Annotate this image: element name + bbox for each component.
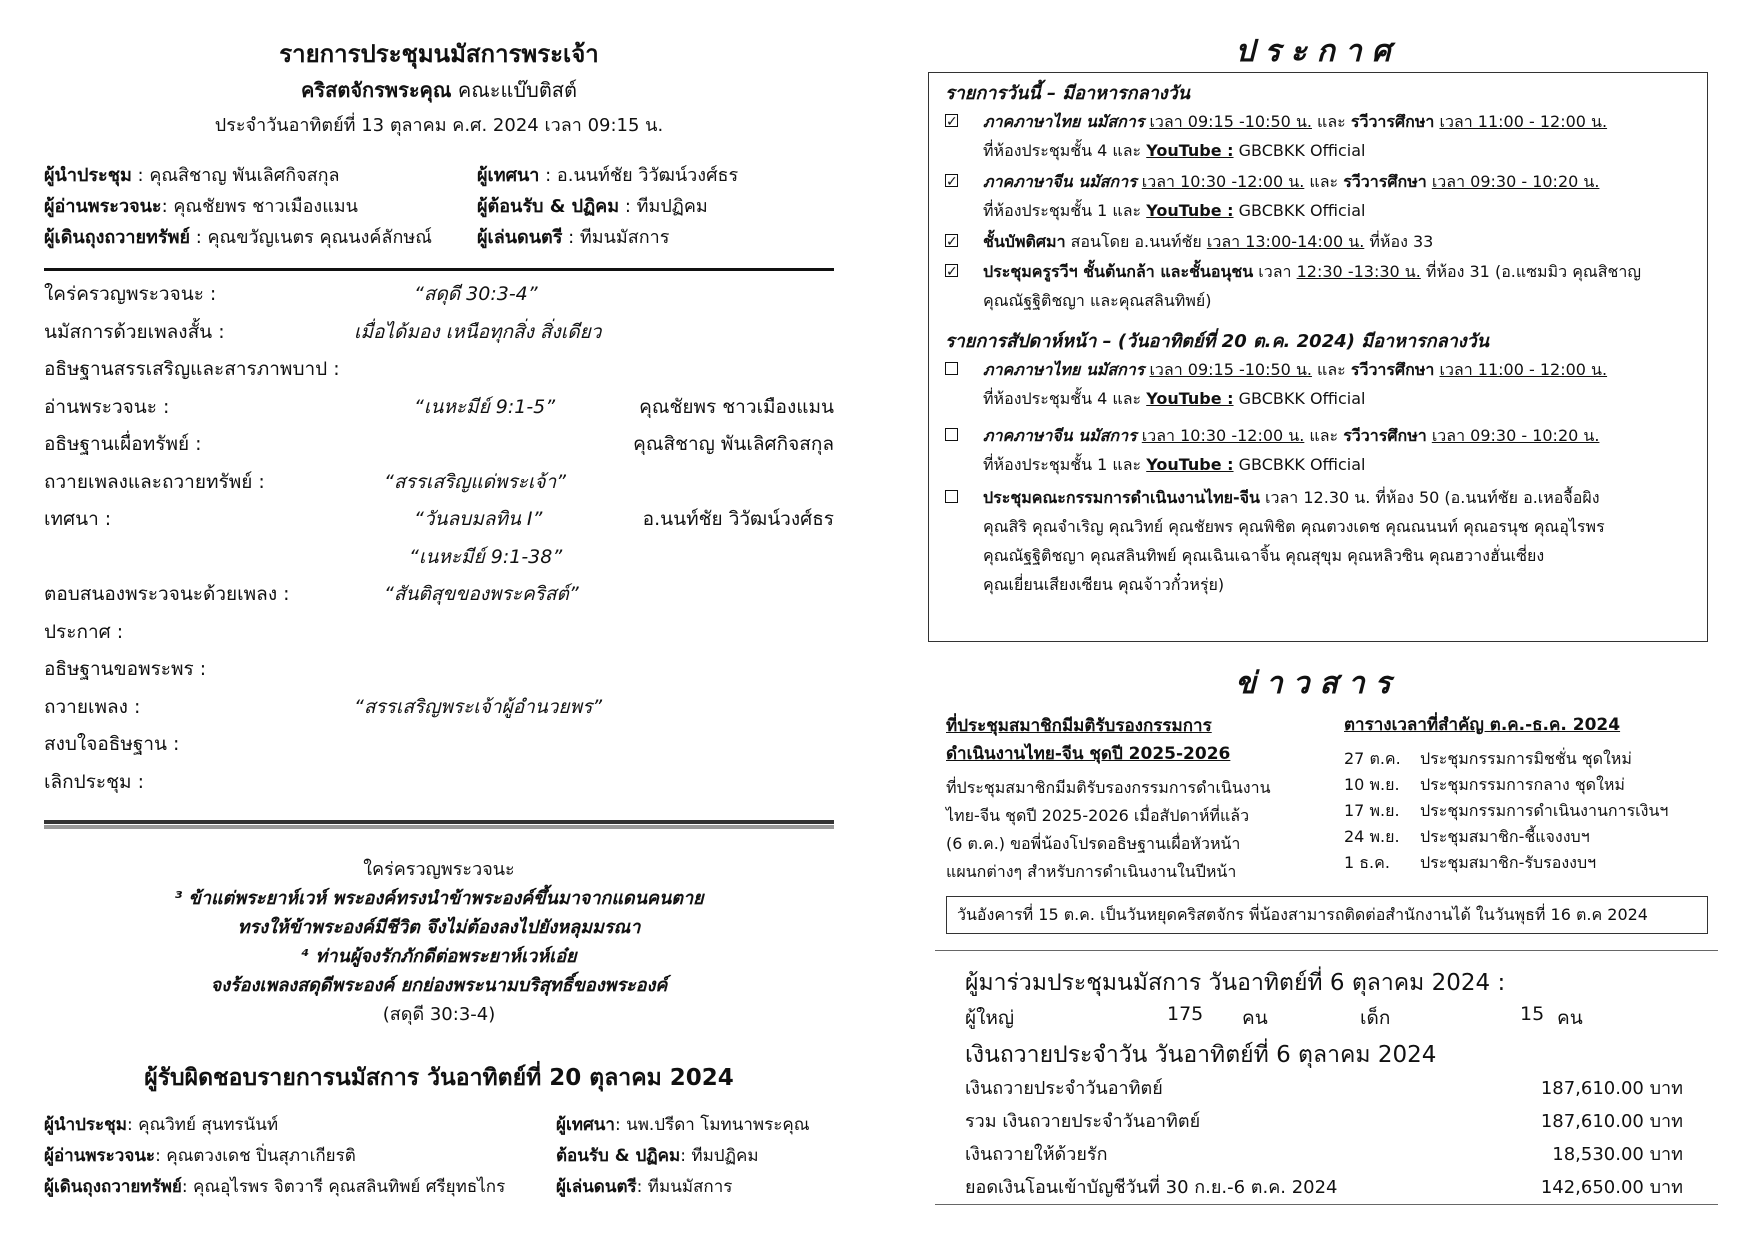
service-name: ภาคภาษาจีน นมัสการ xyxy=(983,172,1137,191)
adult-unit: คน xyxy=(1242,1007,1268,1029)
checkbox-icon xyxy=(945,362,958,375)
detail: เวลา 12.30 น. ที่ห้อง 50 (อ.นนท์ชัย อ.เหอจื้อผิง xyxy=(1259,488,1600,507)
order-song: “เนหะมีย์ 9:1-5” xyxy=(414,395,556,418)
announce-item xyxy=(945,167,1685,225)
role-label: ผู้เทศนา xyxy=(556,1115,615,1135)
order-person: อ.นนท์ชัย วิวัฒน์วงศ์ธร xyxy=(642,508,834,530)
order-label: อธิษฐานขอพระพร : xyxy=(44,658,207,680)
schedule-heading: ตารางเวลาที่สำคัญ ต.ค.-ธ.ค. 2024 xyxy=(1344,715,1621,735)
order-label: อธิษฐานสรรเสริญและสารภาพบาป : xyxy=(44,358,340,380)
youtube-link[interactable]: YouTube : xyxy=(1146,201,1234,220)
order-row xyxy=(44,575,834,613)
role-label: ผู้ต้อนรับ & ปฏิคม xyxy=(477,196,620,217)
order-row xyxy=(44,538,834,576)
announce-item xyxy=(945,227,1685,256)
order-song: “วันลบมลทิน I” xyxy=(414,508,543,530)
channel-name: GBCBKK Official xyxy=(1233,201,1366,220)
role-name: : ทีมนมัสการ xyxy=(636,1177,733,1197)
scripture-line: ³ ข้าแต่พระยาห์เวห์ พระองค์ทรงนำข้าพระองค์ขึ้นมาจากแดนคนตาย xyxy=(174,888,704,909)
people-row xyxy=(44,1141,834,1172)
announce-title: ประกาศ xyxy=(1235,34,1401,69)
news-title: ข่าวสาร xyxy=(1235,666,1401,701)
class-name: ชั้นบัพติศมา xyxy=(983,232,1066,251)
class-name: รวีวารศึกษา xyxy=(1350,112,1435,131)
left-column xyxy=(44,30,834,1220)
news-article xyxy=(946,712,1336,886)
schedule-date: 27 ต.ค. xyxy=(1344,749,1401,768)
order-label: สงบใจอธิษฐาน : xyxy=(44,733,180,755)
order-song: “เนหะมีย์ 9:1-38” xyxy=(409,545,563,568)
detail: เวลา xyxy=(1253,262,1297,281)
attendees: คุณเยี่ยนเสียงเซียน คุณจ้าวกั๋วหรุ่ย) xyxy=(983,575,1225,594)
youtube-link[interactable]: YouTube : xyxy=(1146,389,1234,408)
connector: และ xyxy=(1304,172,1344,191)
schedule-event: ประชุมสมาชิก-ชี้แจงงบฯ xyxy=(1420,827,1590,846)
schedule xyxy=(1344,712,1714,876)
service-date: ประจำวันอาทิตย์ที่ 13 ตุลาคม ค.ศ. 2024 เวลา 09:15 น. xyxy=(214,115,664,136)
order-song: “สันติสุขของพระคริสต์” xyxy=(384,583,579,605)
church-name-bold: คริสตจักรพระคุณ xyxy=(301,78,452,102)
role-label: ต้อนรับ & ปฏิคม xyxy=(556,1146,681,1166)
divider xyxy=(44,825,834,829)
order-song: “สดุดี 30:3-4” xyxy=(414,283,538,305)
order-label: ประกาศ : xyxy=(44,620,124,643)
scripture-heading: ใคร่ครวญพระวจนะ xyxy=(363,859,515,880)
order-song: “สรรเสริญพระเจ้าผู้อำนวยพร” xyxy=(354,695,603,718)
attendees: คุณณัฐฐิติชญา คุณสลินทิพย์ คุณเฉินเฉาจิ้น คุณสุขุม คุณหลิวซิน คุณฮวางฮั่นเซี่ยง xyxy=(983,546,1545,565)
role-name: : คุณตวงเดช ปิ่นสุภาเกียรติ xyxy=(155,1146,356,1166)
people-row xyxy=(44,191,834,222)
order-row xyxy=(44,650,834,688)
attendance-title: ผู้มาร่วมประชุมนมัสการ วันอาทิตย์ที่ 6 ตุลาคม 2024 : xyxy=(965,970,1506,996)
page-title: รายการประชุมนมัสการพระเจ้า xyxy=(279,40,599,68)
schedule-date: 1 ธ.ค. xyxy=(1344,853,1390,872)
adult-label: ผู้ใหญ่ xyxy=(965,1007,1015,1029)
service-time: เวลา 10:30 -12:00 น. xyxy=(1141,172,1305,191)
checkbox-checked-icon xyxy=(945,234,958,247)
article-line: แผนกต่างๆ สำหรับการดำเนินงานในปีหน้า xyxy=(946,862,1237,881)
announce-item xyxy=(945,107,1685,165)
role-label: ผู้เล่นดนตรี xyxy=(477,227,563,248)
channel-name: GBCBKK Official xyxy=(1233,455,1366,474)
child-count: 15 xyxy=(1520,1003,1545,1025)
service-name: ภาคภาษาไทย นมัสการ xyxy=(983,112,1145,131)
church-name xyxy=(44,74,834,106)
people-row xyxy=(44,222,834,253)
order-row xyxy=(44,350,834,388)
meeting-name: ประชุมคณะกรรมการดำเนินงานไทย-จีน xyxy=(983,488,1260,507)
announce-text xyxy=(983,167,1683,225)
role-label: ผู้อ่านพระวจนะ xyxy=(44,196,162,217)
scripture-line: ทรงให้ข้าพระองค์มีชีวิต จึงไม่ต้องลงไปยังหลุมมรณา xyxy=(237,917,641,938)
order-row xyxy=(44,275,834,313)
announce-item xyxy=(945,483,1685,603)
order-row xyxy=(44,725,834,763)
scripture-ref: (สดุดี 30:3-4) xyxy=(382,1004,496,1025)
offering-amount: 18,530.00 บาท xyxy=(1552,1144,1683,1165)
schedule-date: 10 พ.ย. xyxy=(1344,775,1400,794)
order-label: ถวายเพลงและถวายทรัพย์ : xyxy=(44,470,265,493)
role-name: : คุณสิชาญ พันเลิศกิจสกุล xyxy=(131,165,340,186)
checkbox-icon xyxy=(945,428,958,441)
next-week-heading: รายการสัปดาห์หน้า – (วันอาทิตย์ที่ 20 ต.ค. 2024) มีอาหารกลางวัน xyxy=(945,331,1489,352)
role-name: : อ.นนท์ชัย วิวัฒน์วงศ์ธร xyxy=(539,165,739,186)
room: ที่ห้อง 31 (อ.แซมมิว คุณสิชาญ xyxy=(1420,262,1642,281)
connector: และ xyxy=(1311,112,1351,131)
scripture-line: ⁴ ท่านผู้จงรักภักดีต่อพระยาห์เวห์เอ๋ย xyxy=(301,946,577,967)
schedule-event: ประชุมสมาชิก-รับรองงบฯ xyxy=(1420,853,1597,872)
service-time: เวลา 09:15 -10:50 น. xyxy=(1149,112,1312,131)
article-heading: ที่ประชุมสมาชิกมีมติรับรองกรรมการ xyxy=(946,716,1212,736)
service-name: ภาคภาษาจีน นมัสการ xyxy=(983,426,1137,445)
order-song: “สรรเสริญแด่พระเจ้า” xyxy=(384,470,566,493)
order-row xyxy=(44,763,834,801)
order-of-service xyxy=(44,275,834,800)
article-line: ที่ประชุมสมาชิกมีมติรับรองกรรมการดำเนินงาน xyxy=(946,778,1271,797)
today-heading: รายการวันนี้ – มีอาหารกลางวัน xyxy=(945,83,1190,104)
offering-title: เงินถวายประจำวัน วันอาทิตย์ที่ 6 ตุลาคม 2024 xyxy=(965,1042,1437,1068)
offering-label: ยอดเงินโอนเข้าบัญชีวันที่ 30 ก.ย.-6 ต.ค. 2024 xyxy=(965,1177,1338,1198)
offering-label: รวม เงินถวายประจำวันอาทิตย์ xyxy=(965,1111,1201,1132)
order-person: คุณสิชาญ พันเลิศกิจสกุล xyxy=(633,433,834,455)
next-week-title: ผู้รับผิดชอบรายการนมัสการ วันอาทิตย์ที่ 20 ตุลาคม 2024 xyxy=(144,1065,734,1091)
attendance-offering xyxy=(935,950,1718,1205)
meeting-time: 12:30 -13:30 น. xyxy=(1296,262,1421,281)
class-time: เวลา 09:30 - 10:20 น. xyxy=(1431,426,1600,445)
offering-amount: 187,610.00 บาท xyxy=(1540,1078,1683,1099)
article-heading: ดำเนินงานไทย-จีน ชุดปี 2025-2026 xyxy=(946,744,1231,764)
attendees: คุณสิริ คุณจำเริญ คุณวิทย์ คุณชัยพร คุณพิชิต คุณตวงเดช คุณณนนท์ คุณอรนุช คุณอุไรพร xyxy=(983,517,1605,536)
order-row xyxy=(44,500,834,538)
announce-text xyxy=(983,227,1683,256)
checkbox-checked-icon xyxy=(945,264,958,277)
schedule-row xyxy=(1344,850,1714,876)
youtube-link[interactable]: YouTube : xyxy=(1146,141,1234,160)
detail: สอนโดย อ.นนท์ชัย xyxy=(1065,232,1207,251)
schedule-row xyxy=(1344,824,1714,850)
schedule-row xyxy=(1344,746,1714,772)
order-label: อธิษฐานเผื่อทรัพย์ : xyxy=(44,433,202,455)
people-list xyxy=(44,160,834,253)
schedule-row xyxy=(1344,798,1714,824)
role-label: ผู้เดินถุงถวายทรัพย์ xyxy=(44,227,190,248)
channel-name: GBCBKK Official xyxy=(1233,389,1366,408)
class-time: เวลา 11:00 - 12:00 น. xyxy=(1439,360,1608,379)
people-row xyxy=(44,160,834,191)
role-name: : คุณวิทย์ สุนทรนันท์ xyxy=(126,1115,279,1135)
schedule-event: ประชุมกรรมการมิชชั่น ชุดใหม่ xyxy=(1420,749,1632,768)
class-name: รวีวารศึกษา xyxy=(1343,426,1427,445)
scripture-line: จงร้องเพลงสดุดีพระองค์ ยกย่องพระนามบริสุทธิ์ของพระองค์ xyxy=(210,975,668,996)
child-label: เด็ก xyxy=(1360,1007,1391,1029)
connector: และ xyxy=(1304,426,1344,445)
order-person: คุณชัยพร ชาวเมืองแมน xyxy=(639,395,834,418)
holiday-notice: วันอังคารที่ 15 ต.ค. เป็นวันหยุดคริสตจักร พี่น้องสามารถติดต่อสำนักงานได้ ในวันพุธที่ 16 ต.ค 2024 xyxy=(946,896,1708,934)
role-name: : คุณชัยพร ชาวเมืองแมน xyxy=(161,196,358,217)
class-time: เวลา 09:30 - 10:20 น. xyxy=(1431,172,1600,191)
room: ที่ห้อง 33 xyxy=(1364,232,1434,251)
service-name: ภาคภาษาไทย นมัสการ xyxy=(983,360,1145,379)
role-name: : ทีมนมัสการ xyxy=(562,227,670,248)
order-label: อ่านพระวจนะ : xyxy=(44,395,170,418)
order-label: ใคร่ครวญพระวจนะ : xyxy=(44,283,217,305)
role-name: : นพ.ปรีดา โมทนาพระคุณ xyxy=(614,1115,810,1135)
service-time: เวลา 09:15 -10:50 น. xyxy=(1149,360,1312,379)
child-unit: คน xyxy=(1557,1007,1583,1029)
announce-item xyxy=(945,257,1685,315)
order-label: เลิกประชุม : xyxy=(44,770,144,793)
meeting-name: ประชุมครูรวีฯ ชั้นต้นกล้า และชั้นอนุชน xyxy=(983,262,1254,281)
order-row xyxy=(44,313,834,351)
class-time: เวลา 11:00 - 12:00 น. xyxy=(1439,112,1608,131)
checkbox-checked-icon xyxy=(945,174,958,187)
checkbox-checked-icon xyxy=(945,114,958,127)
divider xyxy=(44,820,834,824)
order-label: ตอบสนองพระวจนะด้วยเพลง : xyxy=(44,583,290,605)
announce-text xyxy=(983,107,1683,165)
order-song: เมื่อได้มอง เหนือทุกสิ่ง สิ่งเดียว xyxy=(354,320,602,343)
location: ที่ห้องประชุมชั้น 1 และ xyxy=(983,455,1147,474)
role-label: ผู้นำประชุม xyxy=(44,165,132,186)
class-name: รวีวารศึกษา xyxy=(1343,172,1427,191)
scripture-block xyxy=(44,855,834,1029)
offering-label: เงินถวายประจำวันอาทิตย์ xyxy=(965,1078,1163,1099)
order-row xyxy=(44,463,834,501)
class-time: เวลา 13:00-14:00 น. xyxy=(1206,232,1365,251)
article-line: ไทย-จีน ชุดปี 2025-2026 เมื่อสัปดาห์ที่แล้ว xyxy=(946,806,1250,825)
adult-count: 175 xyxy=(1167,1003,1204,1025)
announce-text xyxy=(983,257,1683,315)
schedule-date: 24 พ.ย. xyxy=(1344,827,1400,846)
schedule-event: ประชุมกรรมการดำเนินงานการเงินฯ xyxy=(1420,801,1669,820)
role-name: : ทีมปฏิคม xyxy=(680,1146,759,1166)
class-name: รวีวารศึกษา xyxy=(1350,360,1435,379)
location: ที่ห้องประชุมชั้น 4 และ xyxy=(983,141,1147,160)
people-row xyxy=(44,1172,834,1203)
order-row xyxy=(44,688,834,726)
order-row xyxy=(44,613,834,651)
announce-box xyxy=(928,72,1708,642)
role-name: : คุณอุไรพร จิตวารี คุณสลินทิพย์ ศรียุทธไกร xyxy=(181,1177,506,1197)
announce-item xyxy=(945,421,1685,479)
church-name-rest: คณะแบ๊บติสต์ xyxy=(451,78,577,102)
schedule-date: 17 พ.ย. xyxy=(1344,801,1400,820)
role-name: : ทีมปฏิคม xyxy=(619,196,708,217)
order-label: ถวายเพลง : xyxy=(44,695,141,718)
role-label: ผู้อ่านพระวจนะ xyxy=(44,1146,156,1166)
attendees: คุณณัฐฐิติชญา และคุณสลินทิพย์) xyxy=(983,291,1212,310)
order-row xyxy=(44,388,834,426)
order-row xyxy=(44,425,834,463)
people-row xyxy=(44,1110,834,1141)
role-name: : คุณขวัญเนตร คุณนงค์ลักษณ์ xyxy=(190,227,432,248)
role-label: ผู้เทศนา xyxy=(477,165,540,186)
offering-amount: 187,610.00 บาท xyxy=(1540,1111,1683,1132)
order-label: เทศนา : xyxy=(44,508,112,530)
divider xyxy=(44,268,834,271)
announce-text xyxy=(983,421,1683,479)
announce-text xyxy=(983,483,1683,599)
article-line: (6 ต.ค.) ขอพี่น้องโปรดอธิษฐานเผื่อหัวหน้า xyxy=(946,834,1241,853)
location: ที่ห้องประชุมชั้น 1 และ xyxy=(983,201,1147,220)
next-week-people xyxy=(44,1110,834,1203)
role-label: ผู้นำประชุม xyxy=(44,1115,127,1135)
service-time: เวลา 10:30 -12:00 น. xyxy=(1141,426,1305,445)
schedule-row xyxy=(1344,772,1714,798)
announce-item xyxy=(945,355,1685,413)
schedule-event: ประชุมกรรมการกลาง ชุดใหม่ xyxy=(1420,775,1625,794)
announce-text xyxy=(983,355,1683,413)
role-label: ผู้เดินถุงถวายทรัพย์ xyxy=(44,1177,182,1197)
location: ที่ห้องประชุมชั้น 4 และ xyxy=(983,389,1147,408)
offering-label: เงินถวายให้ด้วยรัก xyxy=(965,1144,1108,1165)
channel-name: GBCBKK Official xyxy=(1233,141,1366,160)
connector: และ xyxy=(1311,360,1351,379)
offering-amount: 142,650.00 บาท xyxy=(1540,1177,1683,1198)
order-label: นมัสการด้วยเพลงสั้น : xyxy=(44,320,225,343)
checkbox-icon xyxy=(945,490,958,503)
role-label: ผู้เล่นดนตรี xyxy=(556,1177,637,1197)
youtube-link[interactable]: YouTube : xyxy=(1146,455,1234,474)
